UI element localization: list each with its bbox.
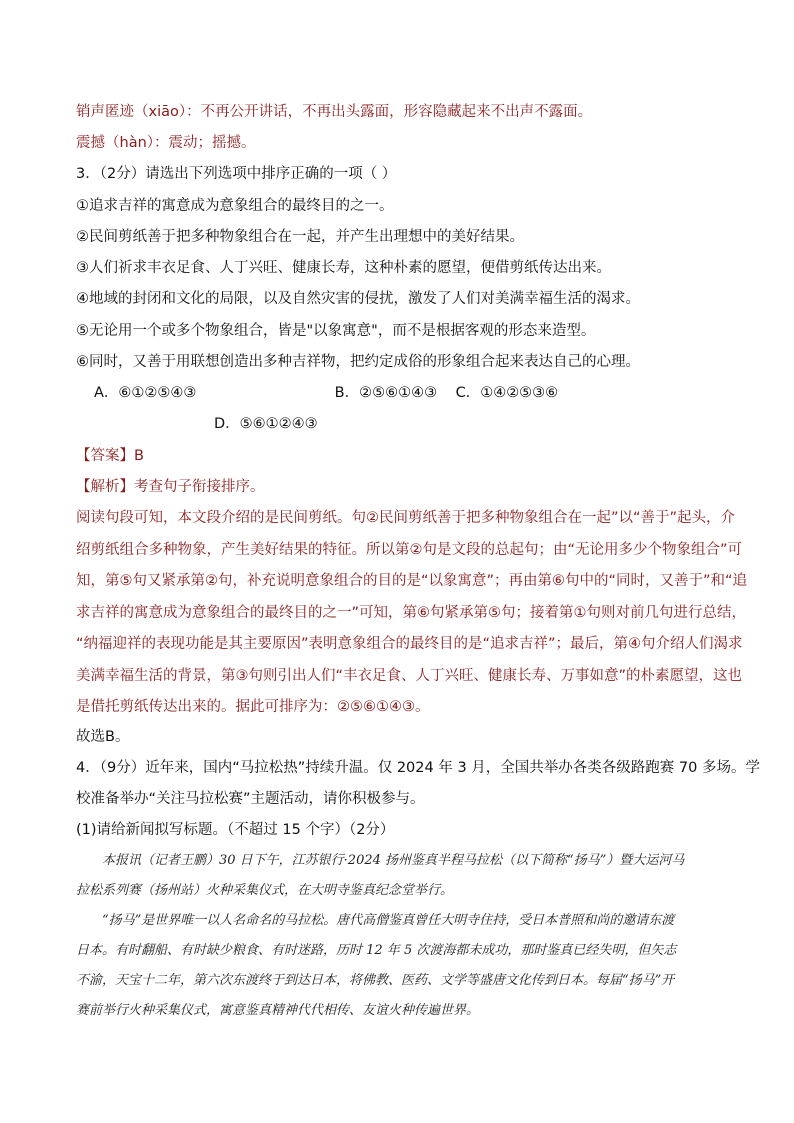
explanation-line-2: 震撼（hàn）：震动；摇撼。 xyxy=(76,135,256,151)
analysis-line-6: 美满幸福生活的背景，第③句则引出人们“丰衣足食、人丁兴旺、健康长寿、万事如意”的朴素愿望，这也 xyxy=(76,667,743,684)
answer-label: 【答案】B xyxy=(76,448,144,464)
question-3-item-1: ①追求吉祥的寓意成为意象组合的最终目的之一。 xyxy=(76,198,394,214)
question-3-stem: 3．（2分）请选出下列选项中排序正确的一项（ ） xyxy=(76,166,397,182)
conclusion: 故选B。 xyxy=(76,729,130,745)
question-4-stem-line-2: 校准备举办“关注马拉松赛”主题活动，请你积极参与。 xyxy=(76,791,425,807)
question-3-item-4: ④地域的封闭和文化的局限，以及自然灾害的侵扰，激发了人们对美满幸福生活的渴求。 xyxy=(76,291,640,307)
question-4-stem-line-1: 4．（9分）近年来，国内“马拉松热”持续升温。仅 2024 年 3 月，全国共举办各类各级路跑赛 70 多场。学 xyxy=(76,760,760,776)
analysis-line-4: 求吉祥的寓意成为意象组合的最终目的之一”可知，第⑥句紧承第⑤句；接着第①句则对前几句进行总结， xyxy=(76,604,747,621)
question-3-item-5: ⑤无论用一个或多个物象组合，皆是"以象寓意"，而不是根据客观的形态来造型。 xyxy=(76,323,596,339)
news-line-3: “扬马”是世界唯一以人名命名的马拉松。唐代高僧鉴真曾任大明寺住持，受日本普照和尚的邀请东渡 xyxy=(102,913,675,928)
question-3-option-d: D．⑤⑥①②④③ xyxy=(214,416,318,432)
analysis-title: 【解析】考查句子衔接排序。 xyxy=(76,479,265,495)
news-line-5: 不渝，天宝十二年，第六次东渡终于到达日本，将佛教、医药、文学等盛唐文化传到日本。每届“扬马”开 xyxy=(76,973,675,988)
news-line-4: 日本。有时翻船、有时缺少粮食、有时迷路，历时 12 年 5 次渡海都未成功，那时鉴真已经失明，但矢志 xyxy=(76,943,677,958)
analysis-body xyxy=(76,503,748,724)
explanation-line-1: 销声匿迹（xiāo）：不再公开讲话，不再出头露面，形容隐藏起来不出声不露面。 xyxy=(76,104,593,120)
analysis-line-2: 绍剪纸组合多种物象，产生美好结果的特征。所以第②句是文段的总起句；由“无论用多少个物象组合”可 xyxy=(76,541,743,558)
news-line-1: 本报讯（记者王鹏）30 日下午，江苏银行·2024 扬州鉴真半程马拉松（以下简称“扬马”）暨大运河马 xyxy=(102,853,685,868)
analysis-line-5: “纳福迎祥的表现功能是其主要原因”表明意象组合的最终目的是“追求吉祥”；最后，第④句介绍人们渴求 xyxy=(76,636,743,652)
news-passage xyxy=(76,846,726,1026)
question-3-item-6: ⑥同时，又善于用联想创造出多种吉祥物，把约定成俗的形象组合起来表达自己的心理。 xyxy=(76,354,640,370)
news-line-2: 拉松系列赛（扬州站）火种采集仪式，在大明寺鉴真纪念堂举行。 xyxy=(76,883,454,898)
question-3-options-row-1: A．⑥①②⑤④③ B．②⑤⑥①④③ C．①④②⑤③⑥ xyxy=(94,385,559,401)
question-3-item-3: ③人们祈求丰衣足食、人丁兴旺、健康长寿，这种朴素的愿望，便借剪纸传达出来。 xyxy=(76,260,611,276)
analysis-line-3: 知，第⑤句又紧承第②句，补充说明意象组合的目的是“以象寓意”；再由第⑥句中的“同时，又善于”和“追 xyxy=(76,573,748,589)
question-4-sub-1: (1)请给新闻拟写标题。（不超过 15 个字）（2分） xyxy=(76,822,395,838)
analysis-line-7: 是借托剪纸传达出来的。据此可排序为：②⑤⑥①④③。 xyxy=(76,699,430,715)
question-3-item-2: ②民间剪纸善于把多种物象组合在一起，并产生出理想中的美好结果。 xyxy=(76,229,524,245)
analysis-line-1: 阅读句段可知，本文段介绍的是民间剪纸。句②民间剪纸善于把多种物象组合在一起”以“善于”起头，介 xyxy=(76,510,736,526)
news-line-6: 赛前举行火种采集仪式，寓意鉴真精神代代相传、友谊火种传遍世界。 xyxy=(76,1003,480,1018)
